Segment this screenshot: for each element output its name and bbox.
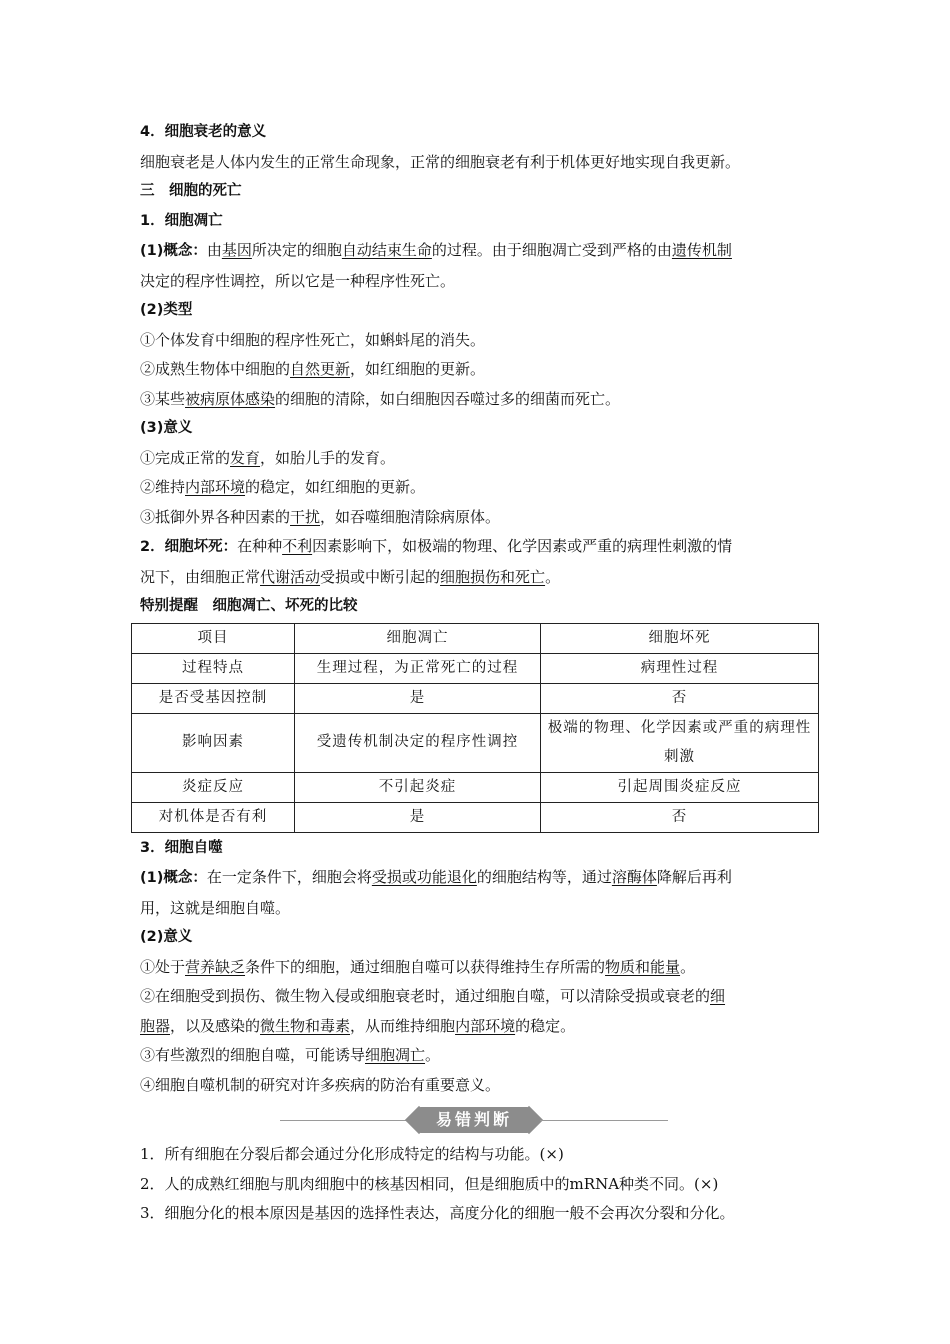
underlined-term: 被病原体感染 [185,389,276,408]
apoptosis-types-label: (2)类型 [140,302,193,318]
section-divider [140,1104,820,1138]
table-cell: 影响因素 [132,713,295,772]
table-row [132,772,819,802]
table-cell: 是否受基因控制 [132,683,295,713]
underlined-term: 细 [710,987,726,1005]
autophagy-concept-cont: 用，这就是细胞自噬。 [140,898,291,917]
concept-label: (1)概念： [140,870,207,886]
section-heading-cell-death: 三 细胞的死亡 [140,183,242,199]
necrosis-heading: 2．细胞坏死： [140,539,238,555]
judgment-item: 3．细胞分化的根本原因是基因的选择性表达，高度分化的细胞一般不会再次分裂和分化。 [140,1204,735,1222]
underlined-term: 发育 [230,448,261,467]
apoptosis-type-1: ①个体发育中细胞的程序性死亡，如蝌蚪尾的消失。 [140,330,486,349]
underlined-term: 不利 [282,537,313,555]
autophagy-meaning-2: ②在细胞受到损伤、微生物入侵或细胞衰老时，通过细胞自噬，可以清除受损或衰老的细 [140,987,726,1005]
divider-rule-right [540,1120,668,1121]
table-cell: 否 [541,802,819,832]
underlined-term: 自然更新 [290,360,351,378]
apoptosis-meaning-1: ①完成正常的发育，如胎儿手的发育。 [140,448,396,467]
table-cell: 极端的物理、化学因素或严重的病理性刺激 [541,713,819,772]
underlined-term: 物质和能量 [605,957,681,976]
table-row [132,653,819,683]
apoptosis-concept: (1)概念：由基因所决定的细胞自动结束生命的过程。由于细胞凋亡受到严格的由遗传机制 [140,241,732,259]
underlined-term: 溶酶体 [611,868,657,886]
table-cell: 是 [295,802,541,832]
table-cell: 是 [295,683,541,713]
underlined-term: 营养缺乏 [185,957,246,976]
autophagy-meaning-2-cont: 胞器，以及感染的微生物和毒素，从而维持细胞内部环境的稳定。 [140,1016,576,1035]
necrosis-definition: 2．细胞坏死：在种种不利因素影响下，如极端的物理、化学因素或严重的病理性刺激的情 [140,537,733,555]
autophagy-concept: (1)概念：在一定条件下，细胞会将受损或功能退化的细胞结构等，通过溶酶体降解后再利 [140,868,732,886]
table-cell: 对机体是否有利 [132,802,295,832]
autophagy-meaning-label: (2)意义 [140,929,193,945]
apoptosis-meaning-2: ②维持内部环境的稳定，如红细胞的更新。 [140,478,426,496]
table-cell: 炎症反应 [132,772,295,802]
table-cell: 引起周围炎症反应 [541,772,819,802]
underlined-term: 微生物和毒素 [260,1016,351,1035]
table-cell: 病理性过程 [541,653,819,683]
apoptosis-heading: 1．细胞凋亡 [140,212,223,229]
underlined-term: 细胞损伤和死亡 [440,567,546,586]
apoptosis-concept-cont: 决定的程序性调控，所以它是一种程序性死亡。 [140,271,456,290]
apoptosis-type-2: ②成熟生物体中细胞的自然更新，如红细胞的更新。 [140,360,486,378]
tip-title: 特别提醒 细胞凋亡、坏死的比较 [140,598,358,614]
underlined-term: 受损或功能退化 [371,868,477,886]
apoptosis-type-3: ③某些被病原体感染的细胞的清除，如白细胞因吞噬过多的细菌而死亡。 [140,389,621,408]
section-heading-aging-meaning: 4．细胞衰老的意义 [140,124,267,140]
table-cell: 生理过程，为正常死亡的过程 [295,653,541,683]
table-cell: 受遗传机制决定的程序性调控 [295,713,541,772]
error-judgment-badge: 易错判断 [418,1107,530,1133]
table-header-cell: 细胞凋亡 [295,623,541,653]
underlined-term: 代谢活动 [260,567,321,586]
table-row [132,713,819,772]
judgment-item: 2．人的成熟红细胞与肌肉细胞中的核基因相同，但是细胞质中的mRNA种类不同。(×) [140,1174,719,1193]
underlined-term: 基因 [221,241,252,259]
underlined-term: 干扰 [290,507,321,526]
divider-rule-left [280,1120,408,1121]
table-cell: 否 [541,683,819,713]
underlined-term: 自动结束生命 [341,241,432,259]
comparison-table [131,623,819,833]
table-cell: 过程特点 [132,653,295,683]
aging-meaning-text: 细胞衰老是人体内发生的正常生命现象，正常的细胞衰老有利于机体更好地实现自我更新。 [140,152,741,171]
autophagy-meaning-4: ④细胞自噬机制的研究对许多疾病的防治有重要意义。 [140,1075,501,1094]
necrosis-definition-cont: 况下，由细胞正常代谢活动受损或中断引起的细胞损伤和死亡。 [140,567,561,586]
table-row [132,802,819,832]
underlined-term: 内部环境 [455,1016,516,1035]
autophagy-meaning-1: ①处于营养缺乏条件下的细胞，通过细胞自噬可以获得维持生存所需的物质和能量。 [140,957,696,976]
apoptosis-meaning-3: ③抵御外界各种因素的干扰，如吞噬细胞清除病原体。 [140,507,501,526]
autophagy-heading: 3．细胞自噬 [140,839,223,856]
underlined-term: 遗传机制 [671,241,732,259]
table-header-row [132,623,819,653]
underlined-term: 内部环境 [185,478,246,496]
table-row [132,683,819,713]
table-header-cell: 细胞坏死 [541,623,819,653]
document-page [140,118,820,1229]
concept-label: (1)概念： [140,243,207,259]
underlined-term: 细胞凋亡 [365,1046,426,1064]
underlined-term: 胞器 [140,1016,171,1035]
table-header-cell: 项目 [132,623,295,653]
table-cell: 不引起炎症 [295,772,541,802]
judgment-item: 1．所有细胞在分裂后都会通过分化形成特定的结构与功能。(×) [140,1145,564,1163]
autophagy-meaning-3: ③有些激烈的细胞自噬，可能诱导细胞凋亡。 [140,1046,441,1064]
apoptosis-meaning-label: (3)意义 [140,420,193,436]
